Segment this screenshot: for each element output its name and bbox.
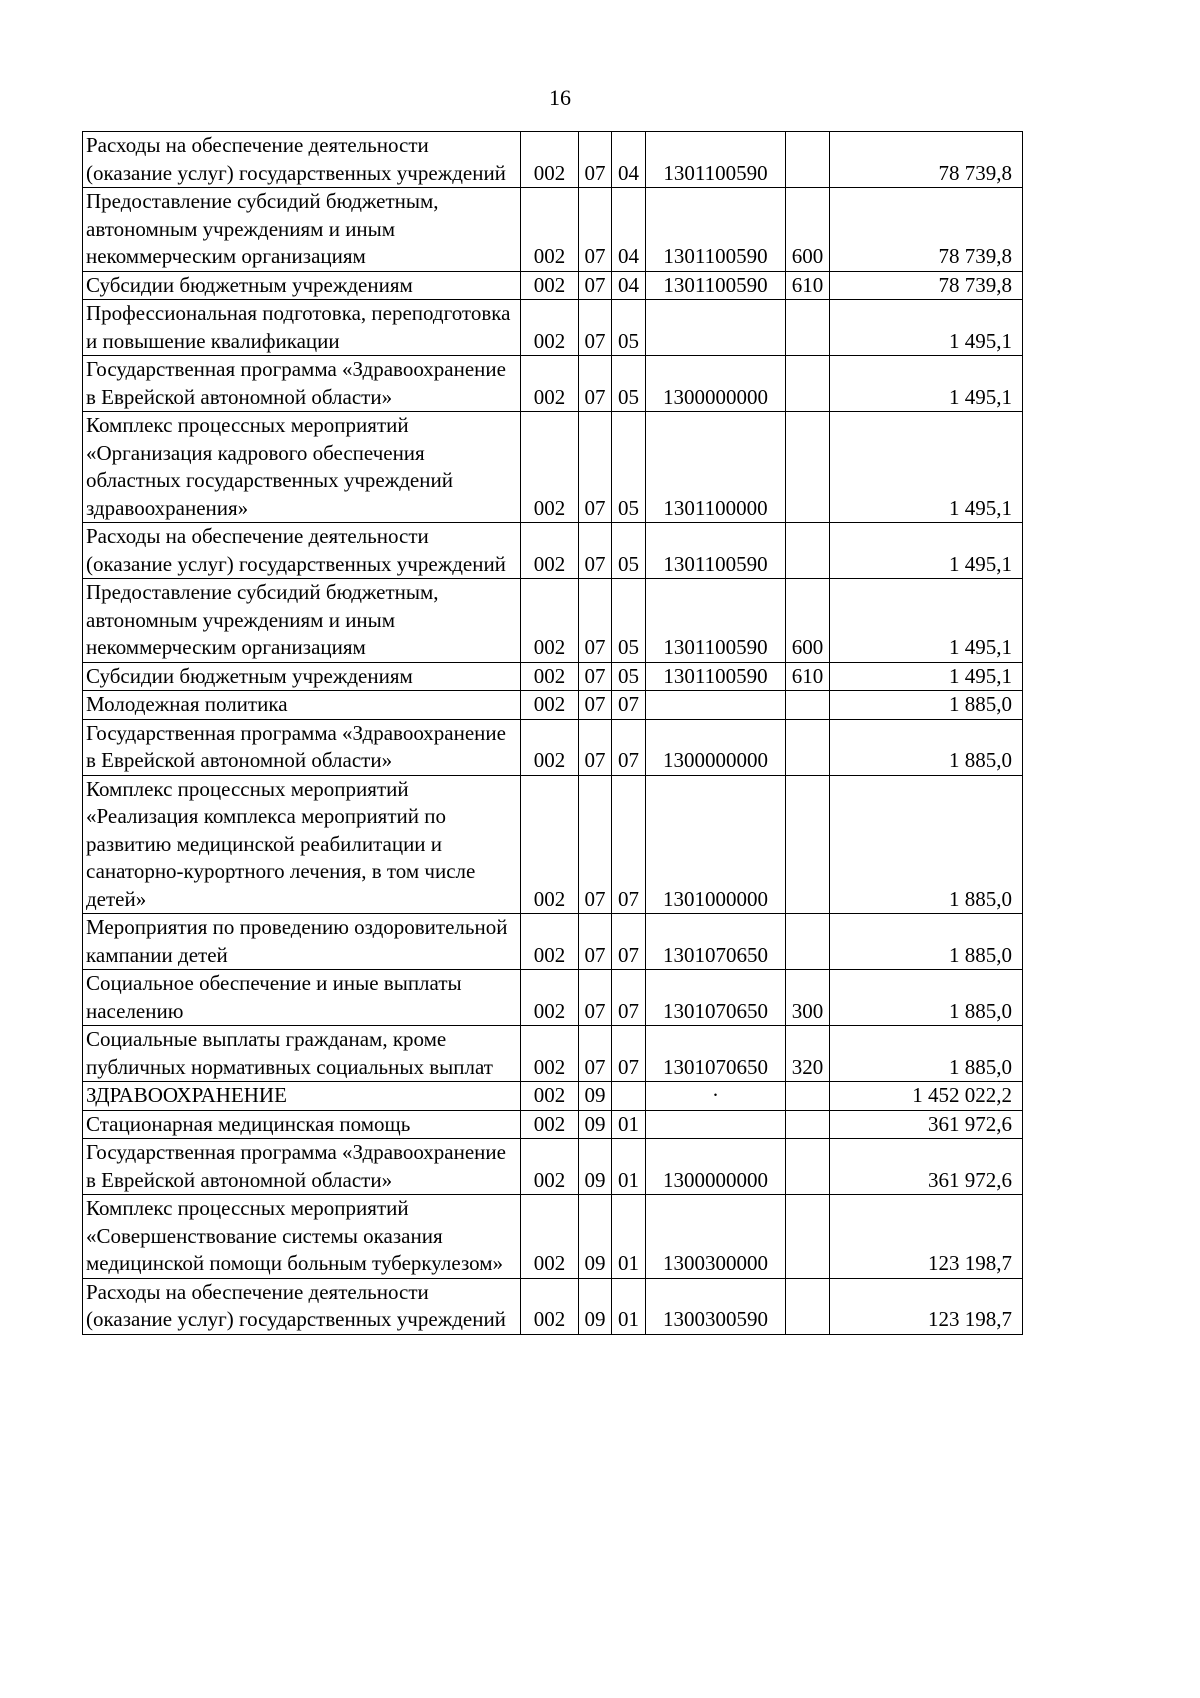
row-pr: 07 (612, 691, 646, 720)
row-name: Расходы на обеспечение деятельности (оказание услуг) государственных учреждений (83, 523, 521, 579)
row-ved: 002 (521, 970, 579, 1026)
row-name: Предоставление субсидий бюджетным, автономным учреждениям и иным некоммерческим организациям (83, 579, 521, 663)
row-name: ЗДРАВООХРАНЕНИЕ (83, 1082, 521, 1111)
row-csr: 1301100590 (646, 132, 786, 188)
table-row (83, 132, 1023, 188)
row-vr: 300 (786, 970, 830, 1026)
table-row (83, 1195, 1023, 1279)
row-sum: 1 495,1 (830, 523, 1023, 579)
row-csr: 1301100590 (646, 662, 786, 691)
row-ved: 002 (521, 719, 579, 775)
row-name: Государственная программа «Здравоохранение в Еврейской автономной области» (83, 356, 521, 412)
row-ved: 002 (521, 691, 579, 720)
row-pr: 01 (612, 1278, 646, 1334)
row-rz: 07 (579, 188, 612, 272)
table-row (83, 412, 1023, 523)
row-name: Социальное обеспечение и иные выплаты населению (83, 970, 521, 1026)
row-ved: 002 (521, 412, 579, 523)
row-sum: 1 885,0 (830, 691, 1023, 720)
row-rz: 07 (579, 271, 612, 300)
row-vr (786, 1278, 830, 1334)
row-ved: 002 (521, 356, 579, 412)
table-body (83, 132, 1023, 1335)
row-name: Комплекс процессных мероприятий «Организация кадрового обеспечения областных государственных учреждений здравоохранения» (83, 412, 521, 523)
row-sum: 1 495,1 (830, 579, 1023, 663)
row-sum: 78 739,8 (830, 271, 1023, 300)
row-pr: 07 (612, 775, 646, 914)
row-pr: 01 (612, 1139, 646, 1195)
row-csr: 1301070650 (646, 1026, 786, 1082)
row-sum: 1 495,1 (830, 300, 1023, 356)
row-csr: · (646, 1082, 786, 1111)
row-pr: 07 (612, 719, 646, 775)
row-name: Субсидии бюджетным учреждениям (83, 271, 521, 300)
table-row (83, 1110, 1023, 1139)
row-pr: 05 (612, 579, 646, 663)
row-name: Государственная программа «Здравоохранение в Еврейской автономной области» (83, 719, 521, 775)
row-vr (786, 775, 830, 914)
row-ved: 002 (521, 662, 579, 691)
row-ved: 002 (521, 775, 579, 914)
row-rz: 09 (579, 1195, 612, 1279)
row-rz: 09 (579, 1139, 612, 1195)
row-sum: 1 452 022,2 (830, 1082, 1023, 1111)
row-ved: 002 (521, 579, 579, 663)
row-sum: 78 739,8 (830, 132, 1023, 188)
row-pr: 05 (612, 662, 646, 691)
row-pr: 04 (612, 132, 646, 188)
row-rz: 07 (579, 356, 612, 412)
row-vr: 600 (786, 579, 830, 663)
row-ved: 002 (521, 271, 579, 300)
row-csr: 1300300590 (646, 1278, 786, 1334)
row-sum: 78 739,8 (830, 188, 1023, 272)
table-row (83, 1139, 1023, 1195)
row-rz: 07 (579, 691, 612, 720)
row-vr (786, 1139, 830, 1195)
row-pr: 04 (612, 188, 646, 272)
row-ved: 002 (521, 300, 579, 356)
row-csr (646, 1110, 786, 1139)
row-csr: 1301070650 (646, 970, 786, 1026)
row-rz: 07 (579, 300, 612, 356)
table-row (83, 271, 1023, 300)
row-pr: 01 (612, 1110, 646, 1139)
row-pr: 05 (612, 412, 646, 523)
row-vr (786, 1195, 830, 1279)
row-sum: 361 972,6 (830, 1110, 1023, 1139)
row-ved: 002 (521, 132, 579, 188)
row-vr (786, 523, 830, 579)
row-name: Государственная программа «Здравоохранение в Еврейской автономной области» (83, 1139, 521, 1195)
row-rz: 07 (579, 523, 612, 579)
row-rz: 07 (579, 914, 612, 970)
row-ved: 002 (521, 1026, 579, 1082)
row-ved: 002 (521, 1278, 579, 1334)
row-rz: 07 (579, 970, 612, 1026)
row-name: Стационарная медицинская помощь (83, 1110, 521, 1139)
row-csr (646, 691, 786, 720)
row-name: Расходы на обеспечение деятельности (оказание услуг) государственных учреждений (83, 132, 521, 188)
row-pr: 05 (612, 356, 646, 412)
row-csr: 1301100000 (646, 412, 786, 523)
table-row (83, 914, 1023, 970)
table-row (83, 300, 1023, 356)
row-csr: 1301070650 (646, 914, 786, 970)
row-csr (646, 300, 786, 356)
row-vr (786, 1082, 830, 1111)
row-vr (786, 356, 830, 412)
table-row (83, 188, 1023, 272)
row-csr: 1300300000 (646, 1195, 786, 1279)
row-rz: 07 (579, 132, 612, 188)
row-vr (786, 914, 830, 970)
table-row (83, 691, 1023, 720)
row-vr (786, 412, 830, 523)
row-vr (786, 300, 830, 356)
row-csr: 1301100590 (646, 579, 786, 663)
row-name: Мероприятия по проведению оздоровительной кампании детей (83, 914, 521, 970)
row-ved: 002 (521, 1082, 579, 1111)
row-vr: 610 (786, 271, 830, 300)
row-rz: 07 (579, 775, 612, 914)
row-ved: 002 (521, 188, 579, 272)
row-ved: 002 (521, 1139, 579, 1195)
row-vr (786, 132, 830, 188)
table-row (83, 1026, 1023, 1082)
budget-table (82, 131, 1023, 1335)
row-rz: 09 (579, 1082, 612, 1111)
row-vr (786, 691, 830, 720)
row-ved: 002 (521, 1195, 579, 1279)
row-ved: 002 (521, 523, 579, 579)
row-rz: 07 (579, 579, 612, 663)
row-csr: 1300000000 (646, 1139, 786, 1195)
row-ved: 002 (521, 1110, 579, 1139)
table-row (83, 356, 1023, 412)
row-sum: 1 495,1 (830, 662, 1023, 691)
row-pr (612, 1082, 646, 1111)
row-rz: 09 (579, 1278, 612, 1334)
table-row (83, 970, 1023, 1026)
row-sum: 361 972,6 (830, 1139, 1023, 1195)
row-csr: 1301100590 (646, 523, 786, 579)
row-name: Профессиональная подготовка, переподготовка и повышение квалификации (83, 300, 521, 356)
table-row (83, 1278, 1023, 1334)
row-name: Субсидии бюджетным учреждениям (83, 662, 521, 691)
row-rz: 07 (579, 1026, 612, 1082)
row-rz: 09 (579, 1110, 612, 1139)
row-name: Комплекс процессных мероприятий «Совершенствование системы оказания медицинской помощи больным туберкулезом» (83, 1195, 521, 1279)
row-sum: 1 885,0 (830, 775, 1023, 914)
page-number: 16 (549, 85, 571, 110)
row-rz: 07 (579, 412, 612, 523)
row-name: Комплекс процессных мероприятий «Реализация комплекса мероприятий по развитию медицинской реабилитации и санаторно-курортного лечения, в том числе детей» (83, 775, 521, 914)
row-sum: 123 198,7 (830, 1278, 1023, 1334)
row-pr: 07 (612, 1026, 646, 1082)
row-name: Предоставление субсидий бюджетным, автономным учреждениям и иным некоммерческим организациям (83, 188, 521, 272)
row-csr: 1301000000 (646, 775, 786, 914)
row-sum: 123 198,7 (830, 1195, 1023, 1279)
row-sum: 1 885,0 (830, 914, 1023, 970)
row-pr: 07 (612, 914, 646, 970)
row-csr: 1300000000 (646, 719, 786, 775)
row-vr (786, 719, 830, 775)
table-row (83, 662, 1023, 691)
row-csr: 1301100590 (646, 188, 786, 272)
row-pr: 05 (612, 523, 646, 579)
table-row (83, 719, 1023, 775)
row-name: Расходы на обеспечение деятельности (оказание услуг) государственных учреждений (83, 1278, 521, 1334)
row-csr: 1300000000 (646, 356, 786, 412)
row-pr: 01 (612, 1195, 646, 1279)
row-vr: 320 (786, 1026, 830, 1082)
row-sum: 1 885,0 (830, 970, 1023, 1026)
row-vr: 610 (786, 662, 830, 691)
row-pr: 05 (612, 300, 646, 356)
table-row (83, 523, 1023, 579)
row-pr: 07 (612, 970, 646, 1026)
row-name: Молодежная политика (83, 691, 521, 720)
row-sum: 1 495,1 (830, 412, 1023, 523)
row-csr: 1301100590 (646, 271, 786, 300)
row-rz: 07 (579, 662, 612, 691)
row-ved: 002 (521, 914, 579, 970)
row-rz: 07 (579, 719, 612, 775)
row-pr: 04 (612, 271, 646, 300)
table-row (83, 775, 1023, 914)
row-sum: 1 885,0 (830, 1026, 1023, 1082)
row-vr (786, 1110, 830, 1139)
table-row (83, 1082, 1023, 1111)
table-row (83, 579, 1023, 663)
row-vr: 600 (786, 188, 830, 272)
row-sum: 1 495,1 (830, 356, 1023, 412)
row-sum: 1 885,0 (830, 719, 1023, 775)
row-name: Социальные выплаты гражданам, кроме публичных нормативных социальных выплат (83, 1026, 521, 1082)
